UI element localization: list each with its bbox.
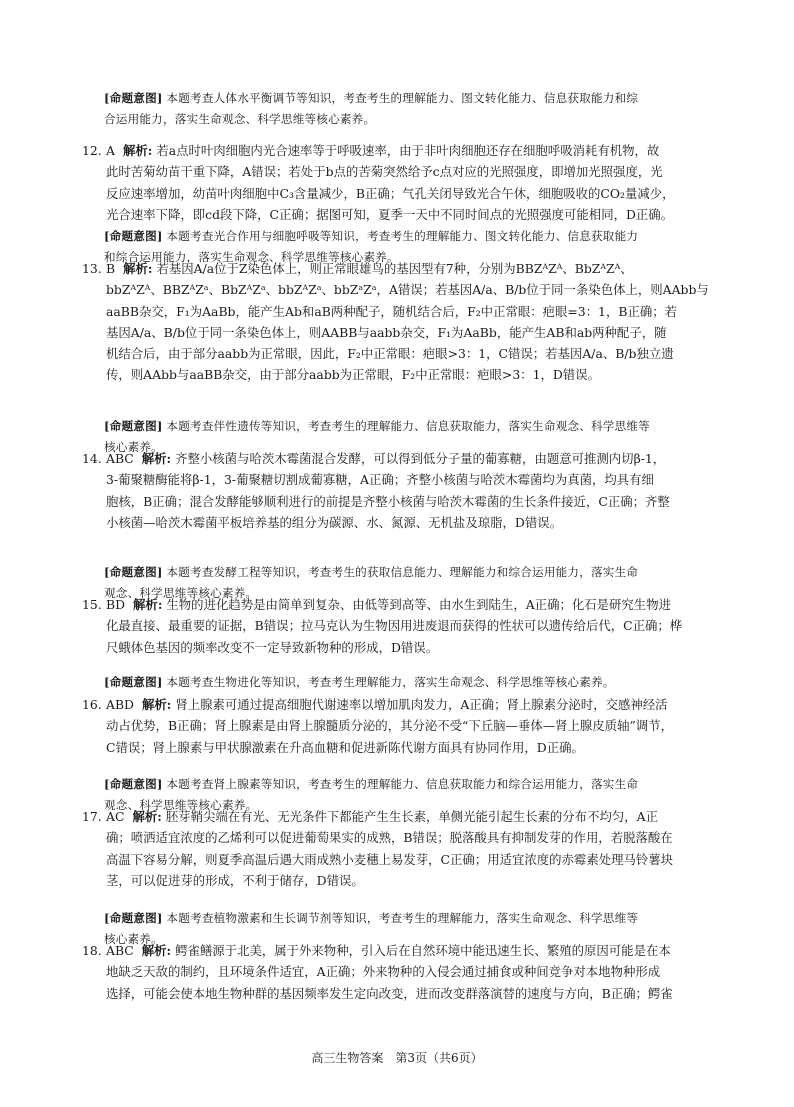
text-line <box>82 226 740 247</box>
text-line <box>82 806 740 827</box>
text-line: 3-葡聚糖酶能将β-1，3-葡聚糖切割成葡寡糖，A正确；齐整小核菌与哈茨木霉菌均为真菌，均具有细 <box>106 472 654 488</box>
analysis-text: 若基因A/a位于Z染色体上，则正常眼雄鸟的基因型有7种，分别为BBZᴬZᴬ、BbZᴬZᴬ、 <box>156 261 633 276</box>
analysis-label: 解析: <box>142 697 172 712</box>
text-line: aaBB杂交，F₁为AaBb，能产生Ab和aB两种配子，随机结合后，F₂中正常眼：疤眼=3：1，B正确；若 <box>106 303 678 319</box>
analysis-text: 胚芽鞘尖端在有光、无光条件下都能产生生长素，单侧光能引起生长素的分布不均匀，A正 <box>165 809 658 824</box>
text-line <box>82 562 740 583</box>
question-number: 13. <box>82 261 102 276</box>
analysis-label: 解析: <box>122 143 153 158</box>
text-line <box>82 140 740 161</box>
question-answer <box>82 258 740 386</box>
text-line <box>82 448 740 469</box>
intent-text: 本题考查人体水平衡调节等知识，考查考生的理解能力、图文转化能力、信息获取能力和综 <box>162 91 639 105</box>
intent-tag: [命题意图] <box>104 911 163 925</box>
intent-text: 本题考查光合作用与细胞呼吸等知识，考查考生的理解能力、图文转化能力、信息获取能力 <box>162 229 639 243</box>
intent-tag: [命题意图] <box>104 777 163 791</box>
intent-text: 本题考查植物激素和生长调节剂等知识，考查考生的理解能力，落实生命观念、科学思维等 <box>162 911 639 925</box>
intent-tag: [命题意图] <box>104 91 163 105</box>
intent-note <box>82 672 740 693</box>
question-answer <box>82 448 740 533</box>
analysis-label: 解析: <box>141 451 172 466</box>
text-line: 化最直接、最重要的证据，B错误；拉马克认为生物因用进废退而获得的性状可以遗传给后代，C正确；桦 <box>106 618 683 634</box>
text-line: 和综合运用能力，落实生命观念、科学思维等核心素养。 <box>104 250 399 265</box>
answer-key: ABC <box>106 451 134 466</box>
text-line: 确；喷洒适宜浓度的乙烯利可以促进葡萄果实的成熟，B错误；脱落酸具有抑制发芽的作用，若脱落酸在 <box>106 830 673 846</box>
text-line: 基因A/a、B/b位于同一条染色体上，则AABB与aabb杂交，F₁为AaBb，能产生AB和ab两种配子，随 <box>106 324 667 340</box>
text-line <box>82 88 740 109</box>
text-line: 光合速率下降，即cd段下降，C正确；据图可知，夏季一天中不同时间点的光照强度可能相同，D正确。 <box>106 206 674 222</box>
intent-text: 本题考查肾上腺素等知识，考查考生的理解能力、信息获取能力和综合运用能力，落实生命 <box>162 777 639 791</box>
question-number: 17. <box>82 809 102 824</box>
text-line: 观念、科学思维等核心素养。 <box>104 798 258 813</box>
text-line: 此时苦菊幼苗干重下降，A错误；若处于b点的苦菊突然给予c点对应的光照强度，即增加光照强度，光 <box>106 164 663 180</box>
analysis-label: 解析: <box>123 261 153 276</box>
text-line: C错误；肾上腺素与甲状腺激素在升高血糖和促进新陈代谢方面具有协同作用，D正确。 <box>106 739 584 755</box>
question-number: 16. <box>82 697 102 712</box>
question-answer <box>82 806 740 891</box>
text-line: 小核菌—哈茨木霉菌平板培养基的组分为碳源、水、氮源、无机盐及琼脂，D错误。 <box>106 514 562 530</box>
intent-tag: [命题意图] <box>104 675 163 689</box>
analysis-text: 肾上腺素可通过提高细胞代谢速率以增加肌肉发力，A正确；肾上腺素分泌时，交感神经活 <box>175 697 668 712</box>
answer-key: BD <box>106 597 126 612</box>
answer-key: AC <box>106 809 125 824</box>
question-number: 15. <box>82 597 102 612</box>
question-number: 12. <box>82 143 102 158</box>
text-line <box>82 774 740 795</box>
answer-key: B <box>106 261 116 276</box>
question-number: 14. <box>82 451 102 466</box>
text-line <box>82 694 740 715</box>
answer-key: ABC <box>106 943 134 958</box>
text-line: 核心素养。 <box>104 440 163 455</box>
analysis-text: 若a点时叶肉细胞内光合速率等于呼吸速率，由于非叶肉细胞还存在细胞呼吸消耗有机物，故 <box>156 143 660 158</box>
answer-key: ABD <box>106 697 134 712</box>
intent-tag: [命题意图] <box>104 419 163 433</box>
text-line <box>82 672 740 693</box>
text-line: 反应速率增加，幼苗叶肉细胞中C₃含量减少，B正确；气孔关闭导致光合午休，细胞吸收的CO₂量减少， <box>106 185 675 201</box>
text-line: 动占优势，B正确；肾上腺素是由肾上腺髓质分泌的，其分泌不受“下丘脑—垂体—肾上腺皮质轴”调节， <box>106 718 673 734</box>
text-line: 胞核，B正确；混合发酵能够顺利进行的前提是齐整小核菌与哈茨木霉菌的生长条件接近，C正确；齐整 <box>106 493 670 509</box>
text-line: 机结合后，由于部分aabb为正常眼，因此，F₂中正常眼：疤眼>3：1，C错误；若基因A/a、B/b独立遗 <box>106 346 674 362</box>
intent-tag: [命题意图] <box>104 565 163 579</box>
analysis-label: 解析: <box>133 597 163 612</box>
analysis-text: 生物的进化趋势是由简单到复杂、由低等到高等、由水生到陆生，A正确；化石是研究生物进 <box>166 597 671 612</box>
question-answer <box>82 140 740 225</box>
question-number: 18. <box>82 943 102 958</box>
text-line: 核心素养。 <box>104 932 163 947</box>
intent-text: 本题考查发酵工程等知识，考查考生的获取信息能力、理解能力和综合运用能力，落实生命 <box>162 565 639 579</box>
question-answer <box>82 694 740 758</box>
text-line <box>82 416 740 437</box>
intent-tag: [命题意图] <box>104 229 163 243</box>
text-line: 合运用能力，落实生命观念、科学思维等核心素养。 <box>104 112 376 127</box>
text-line <box>82 908 740 929</box>
page-footer: 高三生物答案 第3页（共6页） <box>311 1051 483 1065</box>
text-line <box>82 594 740 615</box>
intent-text: 本题考查生物进化等知识，考查考生理解能力，落实生命观念、科学思维等核心素养。 <box>162 675 615 689</box>
text-line: 尺蛾体色基因的频率改变不一定导致新物种的形成，D错误。 <box>106 639 439 655</box>
text-line: bbZᴬZᴬ、BBZᴬZᵃ、BbZᴬZᵃ、bbZᴬZᵃ、bbZᵃZᵃ，A错误；若基因A/a、B/b位于同一条染色体上，则AAbb与 <box>106 282 709 298</box>
analysis-text: 鳄雀鳝源于北美，属于外来物种，引入后在自然环境中能迅速生长、繁殖的原因可能是在本 <box>175 943 671 958</box>
question-answer <box>82 594 740 658</box>
intent-text: 本题考查伴性遗传等知识，考查考生的理解能力、信息获取能力，落实生命观念、科学思维等 <box>162 419 650 433</box>
text-line <box>82 940 740 961</box>
text-line <box>82 258 740 279</box>
text-line: 传，则AAbb与aaBB杂交，由于部分aabb为正常眼，F₂中正常眼：疤眼>3：1，D错误。 <box>106 367 600 383</box>
intent-note <box>82 88 740 131</box>
question-answer <box>82 940 740 1004</box>
text-line: 高温下容易分解，则夏季高温后遇大雨成熟小麦穗上易发芽，C正确；用适宜浓度的赤霉素处理马铃薯块 <box>106 851 674 867</box>
text-line: 茎，可以促进芽的形成，不利于储存，D错误。 <box>106 872 364 888</box>
analysis-text: 齐整小核菌与哈茨木霉菌混合发酵，可以得到低分子量的葡寡糖，由题意可推测内切β-1， <box>175 451 666 466</box>
text-line: 地缺乏天敌的制约，且环境条件适宜，A正确；外来物种的入侵会通过捕食或种间竞争对本地物种形成 <box>106 964 661 980</box>
text-line: 观念、科学思维等核心素养。 <box>104 586 258 601</box>
text-line: 选择，可能会使本地生物种群的基因频率发生定向改变，进而改变群落演替的速度与方向，B正确；鳄雀 <box>106 985 673 1001</box>
analysis-label: 解析: <box>132 809 162 824</box>
answer-key: A <box>106 143 115 158</box>
analysis-label: 解析: <box>141 943 172 958</box>
